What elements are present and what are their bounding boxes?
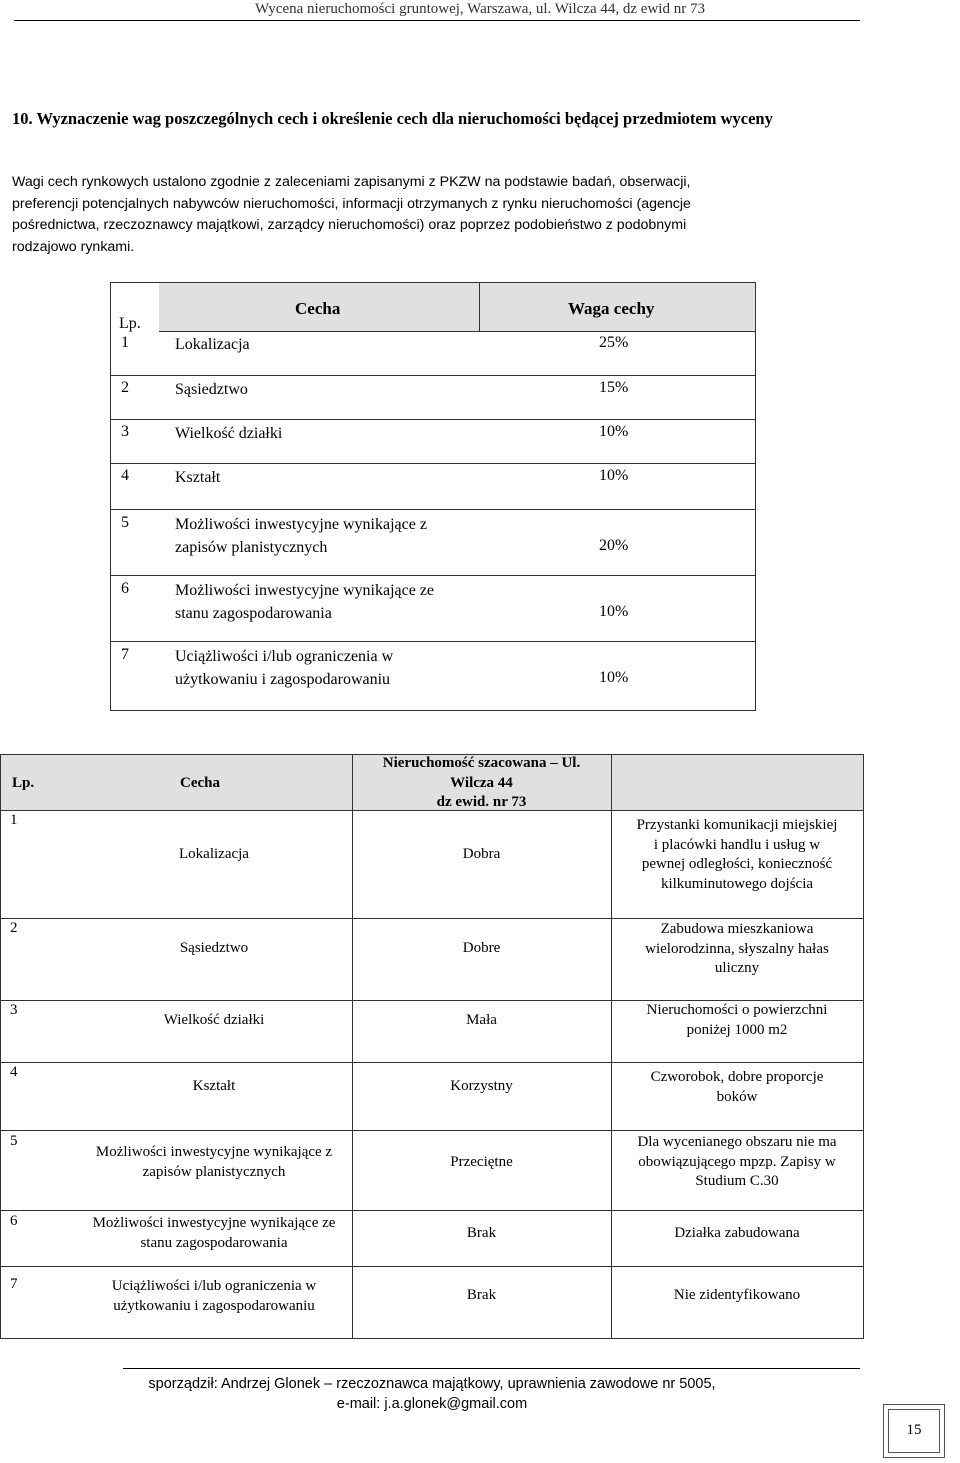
weights-row	[111, 641, 755, 710]
features-lp: 7	[10, 1276, 18, 1292]
features-feature: Wielkość działki	[163, 1012, 265, 1028]
features-rating: Mała	[466, 1012, 497, 1028]
features-header-feature: Cecha	[180, 775, 220, 791]
grid-line	[0, 754, 1, 1338]
features-lp: 4	[10, 1064, 18, 1080]
weights-value: 20%	[599, 537, 629, 554]
features-header-property-line: Nieruchomość szacowana – Ul.	[382, 755, 581, 771]
features-feature: Lokalizacja	[179, 846, 249, 862]
weights-row	[111, 375, 755, 420]
features-note-line: obowiązującego mpzp. Zapisy w	[638, 1153, 836, 1170]
features-feature	[76, 1214, 352, 1253]
weights-value: 10%	[599, 423, 629, 440]
features-note-line: wielorodzinna, słyszalny hałas	[645, 940, 829, 957]
weights-table	[110, 282, 756, 711]
grid-line	[352, 754, 353, 1338]
intro-line: preferencji potencjalnych nabywców nieruchomości, informacji otrzymanych z rynku nieruchomości (agencje	[12, 195, 691, 212]
weights-lp: 2	[121, 379, 129, 396]
weights-value: 10%	[599, 467, 629, 484]
features-note-line: uliczny	[714, 960, 760, 976]
running-header	[0, 0, 960, 20]
weights-feature-line: stanu zagospodarowania	[175, 605, 332, 622]
features-header-property-line: Wilcza 44	[450, 774, 513, 791]
weights-row	[111, 331, 755, 375]
weights-header-lp: Lp.	[119, 315, 141, 332]
features-note-line: Czworobok, dobre proporcje	[650, 1069, 824, 1085]
grid-line	[0, 1266, 864, 1267]
intro-line: rodzajowo rynkami.	[12, 238, 135, 255]
weights-feature-line: użytkowaniu i zagospodarowaniu	[175, 671, 391, 688]
weights-lp: 4	[121, 467, 129, 484]
features-note-line: pewnej odległości, konieczność	[641, 856, 833, 872]
footer-rule	[123, 1368, 860, 1369]
features-note	[611, 920, 863, 979]
page-number-box	[883, 1404, 945, 1458]
features-header-property	[352, 754, 611, 813]
weights-value: 10%	[599, 669, 629, 686]
features-table	[0, 754, 864, 1338]
features-note-line: Nieruchomości o powierzchni	[646, 1002, 828, 1018]
grid-line	[0, 1338, 864, 1339]
features-note-line: Działka zabudowana	[674, 1225, 800, 1241]
grid-line	[0, 1062, 864, 1063]
weights-lp: 6	[121, 580, 129, 597]
weights-feature-line: Uciążliwości i/lub ograniczenia w	[175, 648, 394, 665]
features-header-property-line: dz ewid. nr 73	[436, 794, 527, 810]
features-lp: 2	[10, 920, 18, 936]
features-rating: Brak	[466, 1225, 497, 1241]
features-note-line: Studium C.30	[695, 1173, 779, 1189]
grid-line	[0, 918, 864, 919]
section-title: 10. Wyznaczenie wag poszczególnych cech i określenie cech dla nieruchomości będącej przedmiotem wyceny	[12, 109, 773, 128]
features-note-line: i placówki handlu i usług w	[653, 836, 821, 853]
intro-paragraph	[12, 172, 854, 258]
features-feature-line: zapisów planistycznych	[142, 1163, 286, 1180]
features-note	[611, 1286, 863, 1306]
weights-row	[111, 575, 755, 642]
weights-feature: Lokalizacja	[175, 336, 250, 353]
features-note	[611, 1068, 863, 1107]
weights-feature: Sąsiedztwo	[175, 381, 248, 398]
features-note-line: Dla wycenianego obszaru nie ma	[637, 1134, 837, 1150]
features-note-line: Zabudowa mieszkaniowa	[660, 921, 814, 937]
weights-row	[111, 509, 755, 576]
weights-header-feature-cell	[159, 283, 480, 332]
grid-line	[863, 754, 864, 1338]
features-header-lp: Lp.	[12, 775, 35, 791]
features-feature	[76, 1143, 352, 1182]
weights-header-weight-cell	[480, 283, 755, 332]
intro-line: Wagi cech rynkowych ustalono zgodnie z zaleceniami zapisanymi z PKZW na podstawie badań, obserwacji,	[12, 174, 691, 190]
features-lp: 1	[10, 812, 18, 828]
features-note-line: kilkuminutowego dojścia	[660, 875, 814, 892]
weights-header-weight: Waga cechy	[568, 299, 655, 318]
features-rating: Brak	[466, 1287, 497, 1303]
features-note-line: poniżej 1000 m2	[686, 1021, 788, 1038]
features-rating: Przeciętne	[450, 1154, 513, 1170]
weights-header-feature: Cecha	[295, 299, 341, 318]
features-feature-line: Możliwości inwestycyjne wynikające ze	[92, 1215, 336, 1231]
footer	[0, 1374, 864, 1414]
features-feature-line: Możliwości inwestycyjne wynikające z	[95, 1144, 333, 1160]
features-note	[611, 1133, 863, 1192]
features-feature-line: Uciążliwości i/lub ograniczenia w	[111, 1278, 317, 1294]
weights-feature: Wielkość działki	[175, 425, 283, 442]
weights-feature: Kształt	[175, 469, 221, 486]
weights-row	[111, 419, 755, 464]
weights-feature-line: Możliwości inwestycyjne wynikające z	[175, 516, 427, 533]
grid-line	[0, 1130, 864, 1131]
features-note	[611, 1224, 863, 1244]
header-rule	[14, 20, 860, 21]
footer-author: sporządził: Andrzej Glonek – rzeczoznawca majątkowy, uprawnienia zawodowe nr 5005,	[148, 1376, 716, 1392]
header-title: Wycena nieruchomości gruntowej, Warszawa, ul. Wilcza 44, dz ewid nr 73	[255, 1, 705, 17]
features-rating: Dobre	[462, 940, 501, 956]
features-feature-line: stanu zagospodarowania	[140, 1234, 288, 1251]
intro-line: pośrednictwa, rzeczoznawcy majątkowi, zarządcy nieruchomości) oraz poprzez podobieństwo z podobnymi	[12, 217, 687, 233]
weights-lp: 5	[121, 514, 129, 531]
features-feature	[76, 1277, 352, 1316]
weights-feature-line: zapisów planistycznych	[175, 539, 328, 556]
weights-lp: 7	[121, 646, 129, 663]
features-lp: 3	[10, 1002, 18, 1018]
features-lp: 6	[10, 1213, 18, 1229]
weights-lp: 1	[121, 334, 129, 351]
weights-value: 15%	[599, 379, 629, 396]
features-feature-line: użytkowaniu i zagospodarowaniu	[113, 1297, 315, 1314]
weights-value: 10%	[599, 603, 629, 620]
features-lp: 5	[10, 1133, 18, 1149]
features-feature: Sąsiedztwo	[179, 940, 249, 956]
weights-feature-line: Możliwości inwestycyjne wynikające ze	[175, 582, 435, 599]
features-feature: Kształt	[192, 1078, 236, 1094]
weights-lp: 3	[121, 423, 129, 440]
features-note-line: Nie zidentyfikowano	[673, 1287, 801, 1303]
weights-value: 25%	[599, 334, 629, 351]
features-note	[611, 816, 863, 894]
features-rating: Dobra	[462, 846, 501, 862]
features-note	[611, 1001, 863, 1040]
features-rating: Korzystny	[450, 1078, 513, 1094]
features-note-line: Przystanki komunikacji miejskiej	[636, 817, 838, 833]
weights-row	[111, 463, 755, 510]
page-number: 15	[906, 1422, 922, 1438]
grid-line	[0, 1210, 864, 1211]
footer-email: e-mail: j.a.glonek@gmail.com	[336, 1396, 528, 1412]
features-note-line: boków	[716, 1088, 758, 1105]
